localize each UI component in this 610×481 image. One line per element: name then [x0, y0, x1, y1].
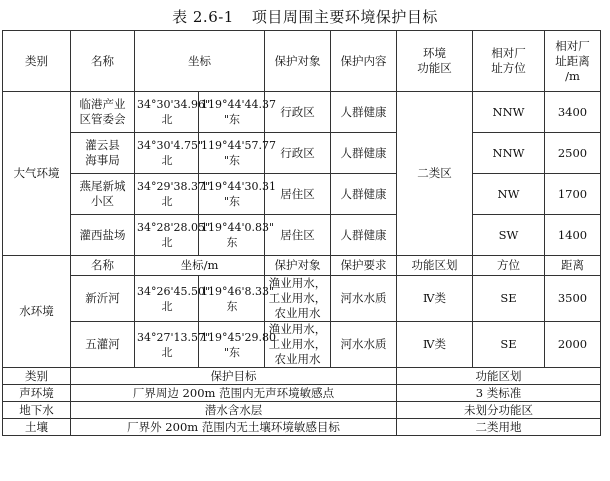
header-name: 名称	[71, 31, 135, 92]
bottom-header-category: 类别	[3, 368, 71, 385]
bottom-target: 厂界周边 200m 范围内无声环境敏感点	[71, 385, 397, 402]
water-object: 渔业用水， 工业用水， 农业用水	[265, 322, 331, 368]
water-header-zone: 功能区划	[397, 256, 473, 276]
water-header-direction: 方位	[473, 256, 545, 276]
air-name: 灌云县 海事局	[71, 133, 135, 174]
air-distance: 1700	[545, 174, 601, 215]
air-direction: NNW	[473, 133, 545, 174]
water-header-object: 保护对象	[265, 256, 331, 276]
water-lon: 119°46'8.33" 东	[199, 276, 265, 322]
air-direction: NNW	[473, 92, 545, 133]
header-content: 保护内容	[331, 31, 397, 92]
bottom-zone: 二类用地	[397, 419, 601, 436]
air-lat: 34°28'28.05" 北	[135, 215, 199, 256]
water-header-req: 保护要求	[331, 256, 397, 276]
water-direction: SE	[473, 276, 545, 322]
air-object: 居住区	[265, 174, 331, 215]
header-zone: 环境 功能区	[397, 31, 473, 92]
air-lat: 34°30'4.75" 北	[135, 133, 199, 174]
header-object: 保护对象	[265, 31, 331, 92]
air-lon: 119°44'30.31 "东	[199, 174, 265, 215]
water-header-row	[3, 256, 601, 276]
water-lat: 34°27'13.57" 北	[135, 322, 199, 368]
bottom-header-row	[3, 368, 601, 385]
table-row	[3, 322, 601, 368]
air-content: 人群健康	[331, 215, 397, 256]
air-zone: 二类区	[397, 92, 473, 256]
bottom-zone: 3 类标准	[397, 385, 601, 402]
header-coord: 坐标	[135, 31, 265, 92]
water-zone: Ⅳ类	[397, 276, 473, 322]
air-distance: 2500	[545, 133, 601, 174]
air-direction: SW	[473, 215, 545, 256]
table-row	[3, 133, 601, 174]
water-object: 渔业用水， 工业用水， 农业用水	[265, 276, 331, 322]
table-title	[0, 6, 610, 27]
air-content: 人群健康	[331, 133, 397, 174]
air-lat: 34°30'34.96" 北	[135, 92, 199, 133]
air-object: 居住区	[265, 215, 331, 256]
bottom-target: 厂界外 200m 范围内无土壤环境敏感目标	[71, 419, 397, 436]
air-content: 人群健康	[331, 174, 397, 215]
header-row	[3, 31, 601, 92]
air-direction: NW	[473, 174, 545, 215]
header-category: 类别	[3, 31, 71, 92]
air-lat: 34°29'38.37" 北	[135, 174, 199, 215]
water-header-name: 名称	[71, 256, 135, 276]
header-direction: 相对厂 址方位	[473, 31, 545, 92]
table-number: 表 2.6-1	[172, 8, 234, 26]
air-content: 人群健康	[331, 92, 397, 133]
bottom-category: 地下水	[3, 402, 71, 419]
water-name: 五灌河	[71, 322, 135, 368]
table-row	[3, 92, 601, 133]
water-distance: 3500	[545, 276, 601, 322]
air-distance: 1400	[545, 215, 601, 256]
air-category: 大气环境	[3, 92, 71, 256]
bottom-header-zone: 功能区划	[397, 368, 601, 385]
bottom-target: 潜水含水层	[71, 402, 397, 419]
water-req: 河水水质	[331, 322, 397, 368]
water-header-distance: 距离	[545, 256, 601, 276]
air-name: 灌西盐场	[71, 215, 135, 256]
air-distance: 3400	[545, 92, 601, 133]
bottom-category: 声环境	[3, 385, 71, 402]
table-row	[3, 385, 601, 402]
bottom-header-target: 保护目标	[71, 368, 397, 385]
water-category: 水环境	[3, 256, 71, 368]
air-lon: 119°44'0.83" 东	[199, 215, 265, 256]
air-lon: 119°44'57.77 "东	[199, 133, 265, 174]
water-name: 新沂河	[71, 276, 135, 322]
water-lon: 119°45'29.80 "东	[199, 322, 265, 368]
table-row	[3, 174, 601, 215]
air-name: 临港产业 区管委会	[71, 92, 135, 133]
table-row	[3, 419, 601, 436]
bottom-category: 土壤	[3, 419, 71, 436]
air-lon: 119°44'44.37 "东	[199, 92, 265, 133]
header-distance: 相对厂 址距离 /m	[545, 31, 601, 92]
air-object: 行政区	[265, 92, 331, 133]
water-lat: 34°26'45.50" 北	[135, 276, 199, 322]
air-name: 燕尾新城 小区	[71, 174, 135, 215]
bottom-zone: 未划分功能区	[397, 402, 601, 419]
protection-targets-table	[2, 30, 601, 436]
water-header-coord: 坐标/m	[135, 256, 265, 276]
water-zone: Ⅳ类	[397, 322, 473, 368]
table-row	[3, 215, 601, 256]
water-req: 河水水质	[331, 276, 397, 322]
water-distance: 2000	[545, 322, 601, 368]
water-direction: SE	[473, 322, 545, 368]
table-row	[3, 276, 601, 322]
air-object: 行政区	[265, 133, 331, 174]
table-row	[3, 402, 601, 419]
table-caption: 项目周围主要环境保护目标	[251, 8, 438, 26]
